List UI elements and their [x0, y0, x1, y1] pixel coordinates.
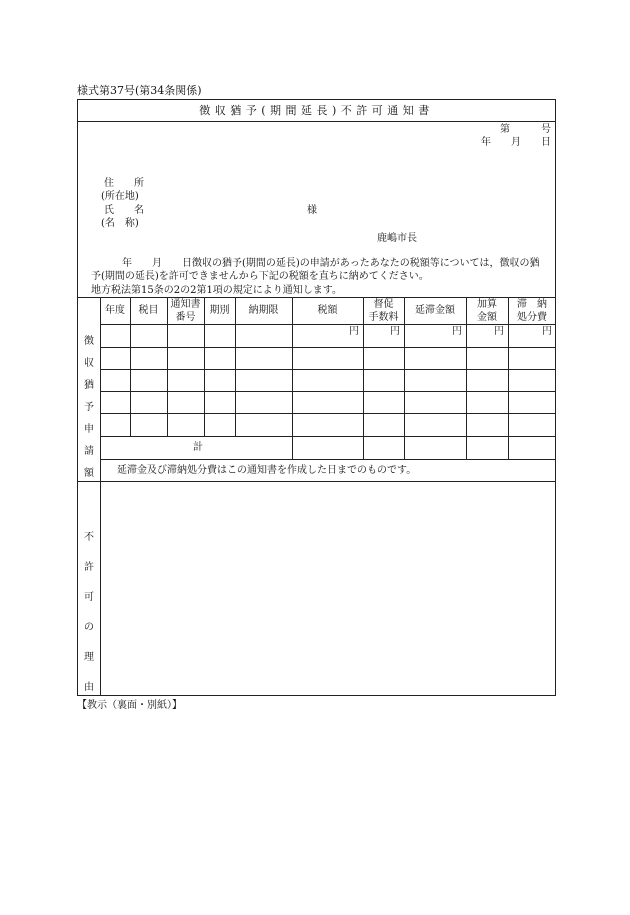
issuer-name: 鹿嶋市長: [377, 233, 417, 244]
col-header-tsuchisho-1: 通知書: [170, 299, 201, 310]
header-bottom-line: [100, 324, 556, 325]
col-header-tokusoku-2: 手数料: [368, 312, 399, 323]
col-header-zeigaku: 税額: [317, 305, 338, 316]
col-line: [204, 297, 205, 436]
col-header-kasan-1: 加算: [477, 299, 497, 310]
row-line: [100, 391, 556, 392]
col-header-zeimoku: 税目: [138, 305, 159, 316]
footnote: 延滞金及び滞納処分費はこの通知書を作成した日までのものです。: [117, 465, 417, 476]
section-label-reason: 不 許 可 の 理 由: [84, 532, 94, 693]
date-year: 年: [481, 137, 491, 148]
body-line-3: 地方税法第15条の2の2第1項の規定により通知します。: [91, 285, 343, 296]
body-line-1: 年 月 日徴収の猶予(期間の延長)の申請があったあなたの税額等については，徴収の猶: [122, 258, 540, 269]
number-dai: 第: [500, 124, 510, 135]
yen-unit-kasan: 円: [494, 326, 504, 337]
col-header-nokigen: 納期限: [248, 305, 279, 316]
form-title: 徴収猶予(期間延長)不許可通知書: [199, 104, 434, 117]
row-line: [100, 347, 556, 348]
col-line: [404, 297, 405, 459]
form-number-label: 様式第37号(第34条関係): [77, 84, 202, 97]
yen-unit-zeigaku: 円: [349, 326, 359, 337]
col-header-taino-2: 処分費: [517, 312, 547, 323]
location-label: (所在地): [101, 191, 139, 202]
col-header-nendo: 年度: [105, 305, 125, 316]
col-header-tsuchisho-2: 番号: [175, 312, 196, 323]
total-row-bottom-line: [100, 459, 556, 460]
total-label: 計: [193, 442, 203, 453]
col-header-taino-1: 滞 納: [517, 299, 547, 310]
address-label: 住 所: [104, 178, 144, 189]
row-line: [100, 369, 556, 370]
col-header-kibetsu: 期別: [209, 305, 230, 316]
body-line-2: 予(期間の延長)を許可できませんから下記の税額を直ちに納めてください。: [91, 271, 429, 282]
number-go: 号: [541, 124, 551, 135]
col-line: [235, 297, 236, 436]
company-label: (名 称): [101, 218, 139, 229]
col-header-kasan-2: 金額: [477, 312, 497, 323]
col-header-tokusoku-1: 督促: [373, 299, 394, 310]
col-header-entai: 延滞金額: [415, 305, 455, 316]
instruction-note: 【教示（裏面・別紙）】: [77, 700, 182, 711]
title-divider: [77, 121, 556, 122]
yen-unit-tokusoku: 円: [390, 326, 400, 337]
name-label: 氏 名: [104, 205, 144, 216]
yen-unit-taino: 円: [542, 326, 552, 337]
honorific-sama: 様: [307, 205, 317, 216]
date-month: 月: [511, 137, 521, 148]
reason-text-area: [101, 482, 555, 695]
date-day: 日: [541, 137, 551, 148]
section-label-application-amount: 徴 収 猶 予 申 請 額: [84, 336, 94, 479]
row-line: [100, 413, 556, 414]
row-line: [100, 436, 556, 437]
yen-unit-entai: 円: [452, 326, 462, 337]
table-top-line: [77, 297, 556, 298]
col-line: [130, 297, 131, 436]
col-line: [292, 297, 293, 459]
